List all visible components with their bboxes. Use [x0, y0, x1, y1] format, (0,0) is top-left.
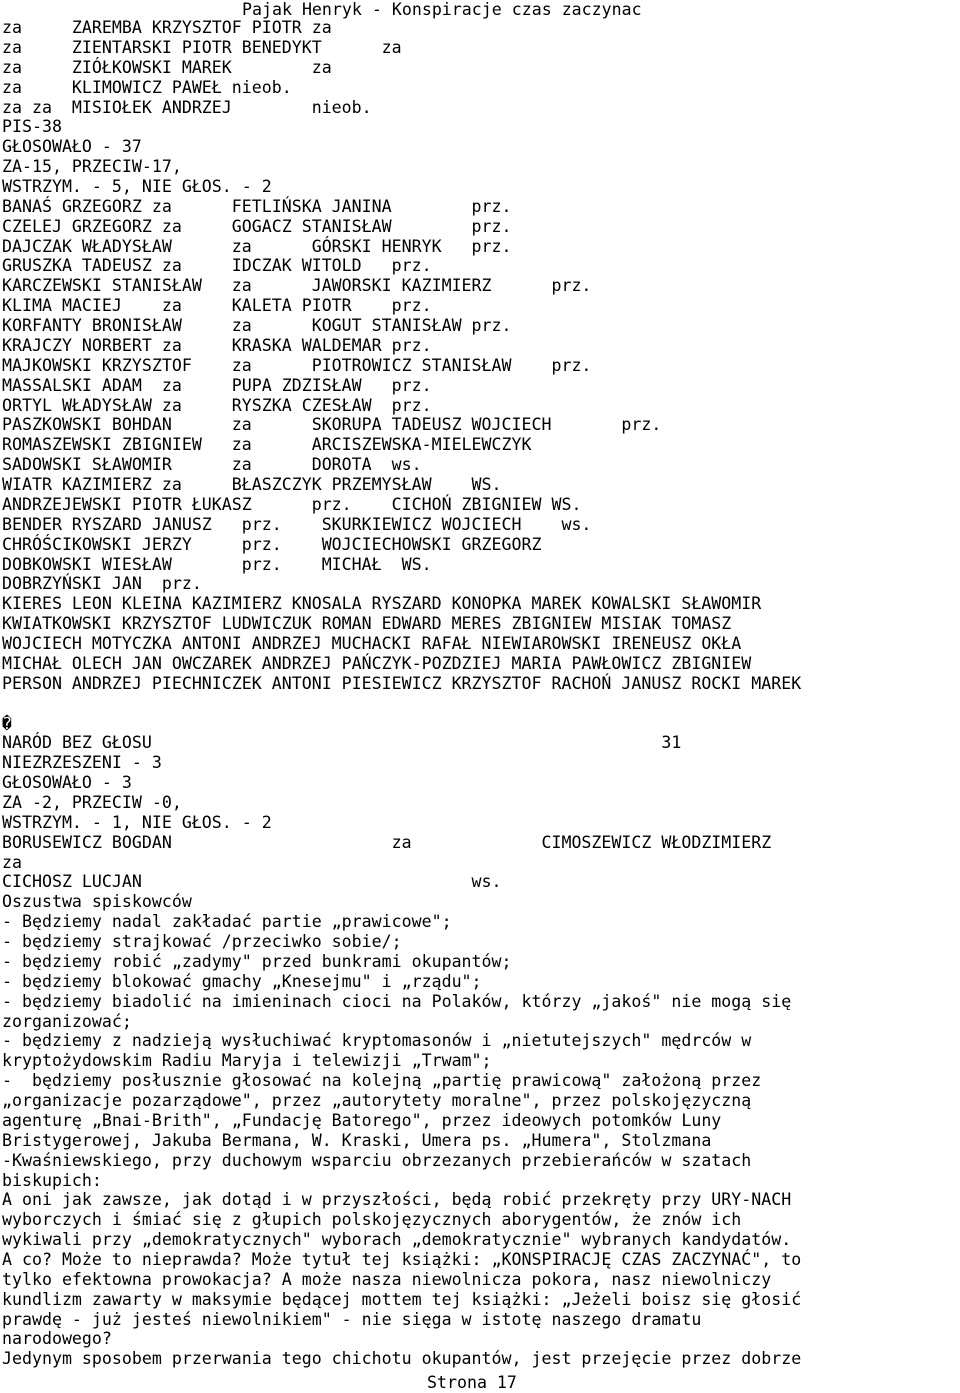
- text-line: KWIATKOWSKI KRZYSZTOF LUDWICZUK ROMAN EDWARD MERES ZBIGNIEW MISIAK TOMASZ: [2, 614, 732, 634]
- text-line: SADOWSKI SŁAWOMIR za DOROTA ws.: [2, 455, 422, 475]
- text-line: -Kwaśniewskiego, przy duchowym wsparciu obrzezanych przebierańców w szatach: [2, 1150, 752, 1170]
- text-line: KORFANTY BRONISŁAW za KOGUT STANISŁAW prz.: [2, 316, 512, 336]
- text-line: BORUSEWICZ BOGDAN za CIMOSZEWICZ WŁODZIMIERZ: [2, 832, 772, 852]
- text-line: ZA -2, PRZECIW -0,: [2, 792, 182, 812]
- text-line: - będziemy robić „zadymy" przed bunkrami okupantów;: [2, 951, 512, 971]
- text-line: PERSON ANDRZEJ PIECHNICZEK ANTONI PIESIEWICZ KRZYSZTOF RACHOŃ JANUSZ ROCKI MAREK: [2, 673, 802, 693]
- text-line: zorganizować;: [2, 1011, 132, 1031]
- text-line: KLIMA MACIEJ za KALETA PIOTR prz.: [2, 296, 432, 316]
- text-line: kundlizm zawarty w maksymie będącej mottem tej książki: „Jeżeli boisz się głosić: [2, 1289, 802, 1309]
- text-line: - będziemy biadolić na imieninach cioci na Polaków, którzy „jakoś" nie mogą się: [2, 991, 792, 1011]
- text-line: - będziemy posłusznie głosować na kolejną „partię prawicową" założoną przez: [2, 1071, 762, 1091]
- text-line: narodowego?: [2, 1329, 112, 1349]
- text-line: za ZIENTARSKI PIOTR BENEDYKT za: [2, 37, 402, 57]
- text-line: MICHAŁ OLECH JAN OWCZAREK ANDRZEJ PAŃCZYK-POZDZIEJ MARIA PAWŁOWICZ ZBIGNIEW: [2, 653, 752, 673]
- text-line: GRUSZKA TADEUSZ za IDCZAK WITOLD prz.: [2, 256, 432, 276]
- text-line: wykiwali przy „demokratycznych" wyborach „demokratycznie" wybranych kandydatów.: [2, 1230, 792, 1250]
- text-line: Oszustwa spiskowców: [2, 892, 192, 912]
- text-line: DOBKOWSKI WIESŁAW prz. MICHAŁ WS.: [2, 554, 432, 574]
- text-line: GŁOSOWAŁO - 3: [2, 773, 132, 793]
- text-line: ORTYL WŁADYSŁAW za RYSZKA CZESŁAW prz.: [2, 395, 432, 415]
- text-line: kryptożydowskim Radiu Maryja i telewizji „Trwam";: [2, 1051, 492, 1071]
- text-line: wyborczych i śmiać się z głupich polskojęzycznych aborygentów, że znów ich: [2, 1210, 742, 1230]
- text-line: za ZIÓŁKOWSKI MAREK za: [2, 57, 332, 77]
- page-footer-number: Strona 17: [427, 1373, 517, 1392]
- text-line: KRAJCZY NORBERT za KRASKA WALDEMAR prz.: [2, 335, 432, 355]
- page-header-title: Pajak Henryk - Konspiracje czas zaczynac: [242, 0, 642, 19]
- text-line: �: [2, 713, 12, 733]
- text-line: ANDRZEJEWSKI PIOTR ŁUKASZ prz. CICHOŃ ZBIGNIEW WS.: [2, 494, 582, 514]
- text-line: - Będziemy nadal zakładać partie „prawicowe";: [2, 912, 452, 932]
- text-line: „organizacje pozarządowe", przez „autorytety moralne", przez polskojęzyczną: [2, 1091, 752, 1110]
- text-line: za za MISIOŁEK ANDRZEJ nieob.: [2, 97, 372, 117]
- text-line: MASSALSKI ADAM za PUPA ZDZISŁAW prz.: [2, 375, 432, 395]
- text-line: CHRÓŚCIKOWSKI JERZY prz. WOJCIECHOWSKI GRZEGORZ: [2, 534, 542, 554]
- text-line: Jedynym sposobem przerwania tego chichotu okupantów, jest przejęcie przez dobrze: [2, 1349, 802, 1369]
- text-line: - będziemy blokować gmachy „Knesejmu" i „rządu";: [2, 971, 482, 991]
- text-line: PASZKOWSKI BOHDAN za SKORUPA TADEUSZ WOJCIECH prz.: [2, 415, 662, 435]
- text-line: biskupich:: [2, 1170, 102, 1190]
- text-line: WOJCIECH MOTYCZKA ANTONI ANDRZEJ MUCHACKI RAFAŁ NIEWIAROWSKI IRENEUSZ OKŁA: [2, 634, 742, 653]
- text-line: za ZAREMBA KRZYSZTOF PIOTR za: [2, 18, 332, 37]
- text-line: za KLIMOWICZ PAWEŁ nieob.: [2, 77, 292, 97]
- text-line: - będziemy z nadzieją wysłuchiwać kryptomasonów i „nietutejszych" mędrców w: [2, 1031, 752, 1051]
- text-line: WSTRZYM. - 1, NIE GŁOS. - 2: [2, 812, 272, 832]
- text-line: KARCZEWSKI STANISŁAW za JAWORSKI KAZIMIERZ prz.: [2, 276, 592, 296]
- text-line: - będziemy strajkować /przeciwko sobie/;: [2, 932, 402, 951]
- text-line: NIEZRZESZENI - 3: [2, 753, 162, 773]
- text-line: agenturę „Bnai-Brith", „Fundację Batorego", przez ideowych potomków Luny: [2, 1110, 722, 1130]
- text-line: A co? Może to nieprawda? Może tytuł tej książki: „KONSPIRACJĘ CZAS ZACZYNAĆ", to: [2, 1249, 802, 1269]
- text-line: CICHOSZ LUCJAN ws.: [2, 872, 502, 892]
- text-line: DOBRZYŃSKI JAN prz.: [2, 574, 202, 594]
- text-line: ZA-15, PRZECIW-17,: [2, 157, 182, 177]
- text-line: WIATR KAZIMIERZ za BŁASZCZYK PRZEMYSŁAW WS.: [2, 475, 502, 494]
- text-line: PIS-38: [2, 117, 62, 137]
- text-line: MAJKOWSKI KRZYSZTOF za PIOTROWICZ STANISŁAW prz.: [2, 355, 592, 375]
- text-line: KIERES LEON KLEINA KAZIMIERZ KNOSALA RYSZARD KONOPKA MAREK KOWALSKI SŁAWOMIR: [2, 594, 762, 614]
- text-line: ROMASZEWSKI ZBIGNIEW za ARCISZEWSKA-MIELEWCZYK: [2, 435, 532, 455]
- text-line: WSTRZYM. - 5, NIE GŁOS. - 2: [2, 177, 272, 196]
- text-line: Bristygerowej, Jakuba Bermana, W. Kraski, Umera ps. „Humera", Stolzmana: [2, 1130, 712, 1150]
- text-line: A oni jak zawsze, jak dotąd i w przyszłości, będą robić przekręty przy URY-NACH: [2, 1190, 792, 1210]
- text-line: NARÓD BEZ GŁOSU 31: [2, 733, 682, 753]
- text-line: tylko efektowna prowokacja? A może nasza niewolnicza pokora, nasz niewolniczy: [2, 1269, 772, 1289]
- text-line: GŁOSOWAŁO - 37: [2, 137, 142, 157]
- text-line: CZELEJ GRZEGORZ za GOGACZ STANISŁAW prz.: [2, 216, 512, 236]
- text-line: BANAŚ GRZEGORZ za FETLIŃSKA JANINA prz.: [2, 196, 512, 216]
- text-line: za: [2, 852, 22, 872]
- text-line: BENDER RYSZARD JANUSZ prz. SKURKIEWICZ WOJCIECH ws.: [2, 514, 592, 534]
- text-line: DAJCZAK WŁADYSŁAW za GÓRSKI HENRYK prz.: [2, 236, 512, 256]
- text-line: prawdę - już jesteś niewolnikiem" - nie sięga w istotę naszego dramatu: [2, 1309, 702, 1329]
